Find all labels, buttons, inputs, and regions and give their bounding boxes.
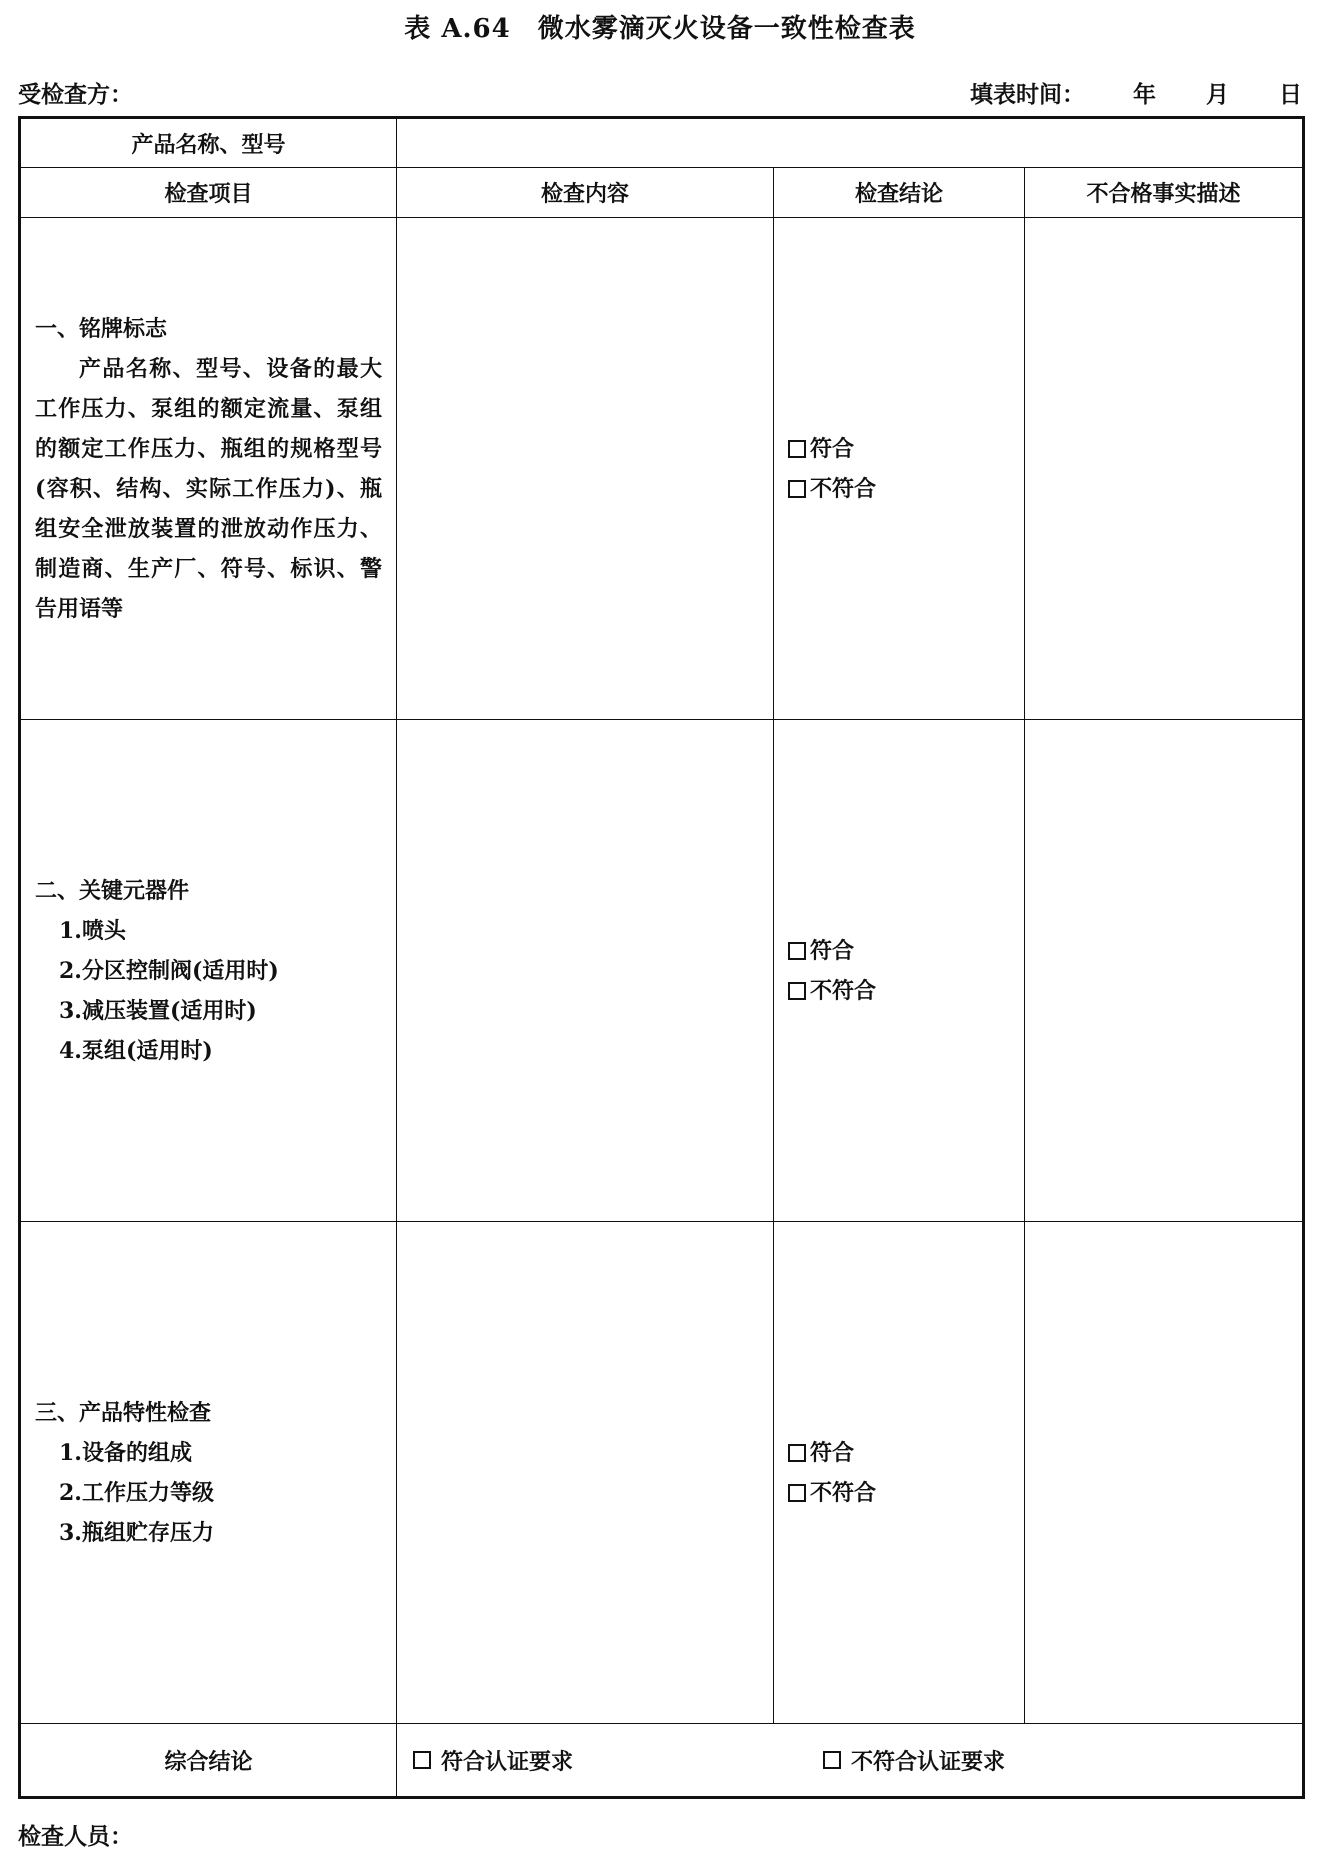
conclusion-cell xyxy=(774,1222,1025,1724)
check-content-field[interactable] xyxy=(397,1222,774,1724)
inspector-label: 检查人员： xyxy=(18,1823,133,1850)
fill-date-label: 填表时间： xyxy=(970,81,1085,108)
conform-option[interactable]: 符合 xyxy=(788,931,1024,971)
final-conclusion-row xyxy=(20,1724,1304,1798)
product-name-label: 产品名称、型号 xyxy=(20,118,397,168)
nonconform-option[interactable]: 不符合 xyxy=(788,469,1024,509)
product-name-field[interactable] xyxy=(397,118,1304,168)
nonconformity-field[interactable] xyxy=(1025,1222,1304,1724)
checkbox-icon[interactable] xyxy=(788,480,806,498)
check-item-title: 三、产品特性检查 xyxy=(35,1399,212,1426)
checkbox-icon[interactable] xyxy=(788,1484,806,1502)
inspection-table xyxy=(18,116,1305,1799)
fill-date-year: 年 xyxy=(1133,81,1156,108)
fill-date-month: 月 xyxy=(1206,81,1229,108)
col-header-item: 检查项目 xyxy=(20,168,397,218)
check-content-field[interactable] xyxy=(397,218,774,720)
page-title: 表 A.64 微水雾滴灭火设备一致性检查表 xyxy=(404,14,916,44)
conclusion-cell xyxy=(774,720,1025,1222)
sub-item: 4.泵组(适用时) xyxy=(59,1037,213,1064)
col-header-conclusion: 检查结论 xyxy=(774,168,1025,218)
checkbox-icon[interactable] xyxy=(788,1444,806,1462)
sub-item: 3.减压装置(适用时) xyxy=(59,997,257,1024)
sub-item: 1.喷头 xyxy=(59,917,126,944)
meets-requirements-option[interactable]: 符合认证要求 xyxy=(413,1745,823,1776)
check-item-description: 产品名称、型号、设备的最大工作压力、泵组的额定流量、泵组的额定工作压力、瓶组的规格型号(容积、结构、实际工作压力)、瓶组安全泄放装置的泄放动作压力、制造商、生产厂、符号、标识、警告用语等 xyxy=(35,355,382,622)
check-item-1 xyxy=(20,218,397,720)
conform-option[interactable]: 符合 xyxy=(788,1433,1024,1473)
table-row xyxy=(20,218,1304,720)
table-row xyxy=(20,720,1304,1222)
checkbox-icon[interactable] xyxy=(788,942,806,960)
column-header-row xyxy=(20,168,1304,218)
check-item-title: 一、铭牌标志 xyxy=(35,315,168,342)
fails-requirements-option[interactable]: 不符合认证要求 xyxy=(823,1745,1005,1776)
conform-option[interactable]: 符合 xyxy=(788,429,1024,469)
inspected-party-label: 受检查方： xyxy=(18,81,133,108)
sub-item: 2.工作压力等级 xyxy=(59,1479,214,1506)
nonconform-option[interactable]: 不符合 xyxy=(788,971,1024,1011)
fill-date-day: 日 xyxy=(1279,81,1302,108)
nonconformity-field[interactable] xyxy=(1025,720,1304,1222)
checkbox-icon[interactable] xyxy=(823,1751,841,1769)
col-header-nonconformity: 不合格事实描述 xyxy=(1025,168,1304,218)
check-item-title: 二、关键元器件 xyxy=(35,877,190,904)
col-header-content: 检查内容 xyxy=(397,168,774,218)
nonconformity-field[interactable] xyxy=(1025,218,1304,720)
final-conclusion-options-cell xyxy=(397,1724,1304,1798)
check-item-3 xyxy=(20,1222,397,1724)
fill-date xyxy=(970,76,1302,109)
conclusion-cell xyxy=(774,218,1025,720)
check-item-2 xyxy=(20,720,397,1222)
nonconform-option[interactable]: 不符合 xyxy=(788,1473,1024,1513)
final-conclusion-label: 综合结论 xyxy=(20,1724,397,1798)
checkbox-icon[interactable] xyxy=(788,982,806,1000)
sub-item: 1.设备的组成 xyxy=(59,1439,192,1466)
sub-item: 2.分区控制阀(适用时) xyxy=(59,957,279,984)
product-name-row xyxy=(20,118,1304,168)
checkbox-icon[interactable] xyxy=(413,1751,431,1769)
checkbox-icon[interactable] xyxy=(788,440,806,458)
table-row xyxy=(20,1222,1304,1724)
sub-item: 3.瓶组贮存压力 xyxy=(59,1519,214,1546)
check-content-field[interactable] xyxy=(397,720,774,1222)
